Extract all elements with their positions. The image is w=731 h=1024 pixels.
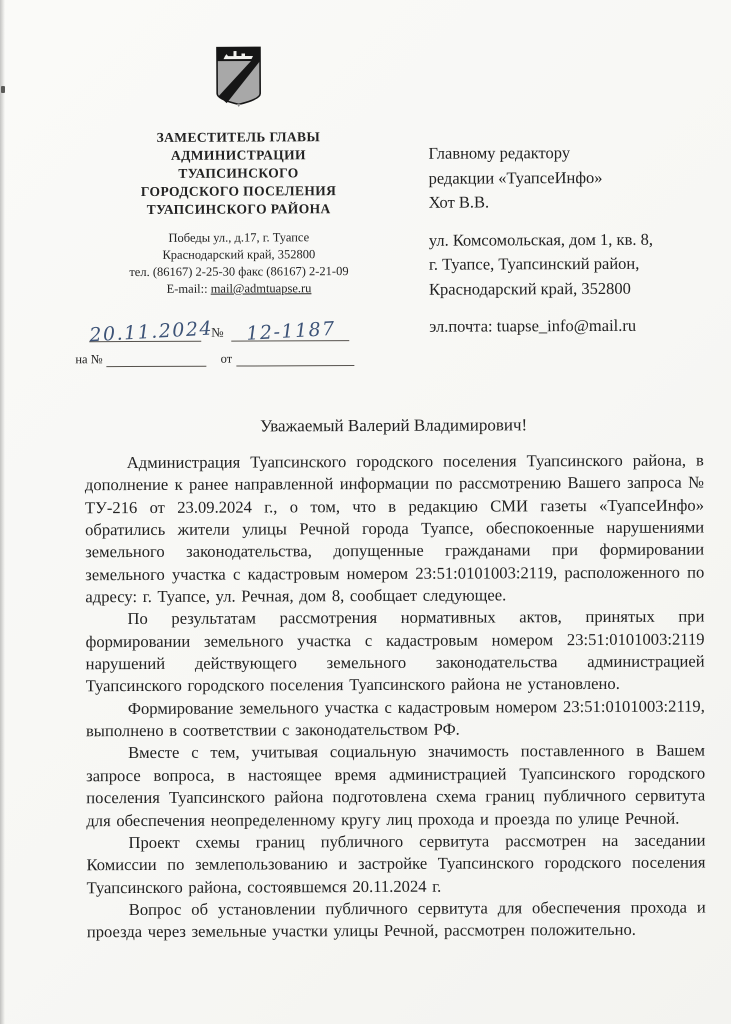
letter-body	[85, 450, 706, 944]
emblem-wrap	[70, 44, 406, 109]
letterhead-sender-block	[70, 44, 407, 367]
sender-address-line: Победы ул., д.17, г. Туапсе	[168, 230, 310, 245]
body-paragraph: Проект схемы границ публичного сервитута рассмотрен на заседании Комиссии по землепользованию и застройке Туапсинского городского поселения Туапсинского района, состоявшемся 20.11.2024 г.	[86, 830, 706, 897]
sender-address-line: тел. (86167) 2-25-30 факс (86167) 2-21-09	[129, 264, 349, 280]
ref-number-blank	[107, 354, 207, 367]
recipient-address-line: ул. Комсомольская, дом 1, кв. 8,	[428, 229, 654, 250]
reference-line	[75, 351, 407, 367]
number-sign-label: №	[211, 324, 224, 340]
sender-address-line: Краснодарский край, 352800	[162, 247, 316, 262]
body-paragraph: По результатам рассмотрения нормативных актов, принятых при формировании земельного участка с кадастровым номером 23:51:0101003:2119 нарушений действующего земельного законодательства администрацией Туапсинского городского поселения Туапсинского района не установлено.	[85, 606, 705, 696]
body-paragraph: Администрация Туапсинского городского поселения Туапсинского района, в дополнение к ранее направленной информации по рассмотрению Вашего запроса № ТУ-216 от 23.09.2024 г., о том, что в редакцию СМИ газеты «ТуапсеИнфо» обратились жители улицы Речной города Туапсе, обеспокоенные нарушениями земельного законодательства, допущенные гражданами при формировании земельного участка с кадастровым номером 23:51:0101003:2119, расположенного по адресу: г. Туапсе, ул. Речная, дом 8, сообщает следующее.	[84, 450, 705, 607]
recipient-gap	[429, 300, 711, 314]
recipient-block	[428, 140, 711, 339]
ref-ot-label: от	[220, 351, 233, 366]
salutation: Уважаемый Валерий Владимирович!	[260, 415, 528, 436]
recipient-address-line: г. Туапсе, Туапсинский район,	[428, 253, 640, 274]
ref-na-label: на №	[75, 352, 103, 367]
outgoing-number-slot	[232, 317, 350, 345]
sender-email-line	[71, 280, 407, 298]
recipient-gap	[429, 214, 711, 228]
sender-org-title	[70, 128, 406, 219]
recipient-email-line: эл.почта: tuapse_info@mail.ru	[429, 315, 637, 336]
org-title-line: АДМИНИСТРАЦИИ	[170, 147, 306, 163]
registration-line	[88, 311, 407, 347]
org-title-line: ТУАПСИНСКОГО РАЙОНА	[146, 201, 331, 217]
recipient-line: Хот В.В.	[428, 192, 490, 212]
outgoing-date-slot	[88, 317, 214, 347]
body-paragraph: Формирование земельного участка с кадастровым номером 23:51:0101003:2119, выполнено в соответствии с законодательством РФ.	[85, 696, 705, 741]
recipient-address-line: Краснодарский край, 352800	[428, 278, 631, 299]
org-title-line: ГОРОДСКОГО ПОСЕЛЕНИЯ	[140, 183, 337, 199]
tuapse-coat-of-arms-icon	[213, 44, 262, 107]
ref-date-blank	[236, 353, 354, 367]
recipient-line: редакции «ТуапсеИнфо»	[428, 167, 603, 188]
body-paragraph: Вместе с тем, учитывая социальную значимость поставленного в Вашем запросе вопроса, в настоящее время администрацией Туапсинского городского поселения Туапсинского района подготовлена схема границ публичного сервитута для обеспечения неопределенному кругу лиц прохода и проезда по улице Речной.	[86, 740, 706, 830]
email-label: E-mail::	[166, 281, 208, 296]
sender-postal-address	[71, 229, 407, 298]
org-title-line: ЗАМЕСТИТЕЛЬ ГЛАВЫ	[156, 129, 321, 145]
recipient-line: Главному редактору	[428, 143, 571, 163]
body-paragraph: Вопрос об установлении публичного сервитута для обеспечения прохода и проезда через земельные участки улицы Речной, рассмотрен положительно.	[86, 897, 706, 942]
sender-email-address: mail@admtuapse.ru	[210, 281, 312, 296]
org-title-line: ТУАПСИНСКОГО	[178, 165, 299, 181]
handwritten-number: 12-1187	[245, 317, 336, 345]
handwritten-date: 20.11.2024	[88, 317, 214, 347]
